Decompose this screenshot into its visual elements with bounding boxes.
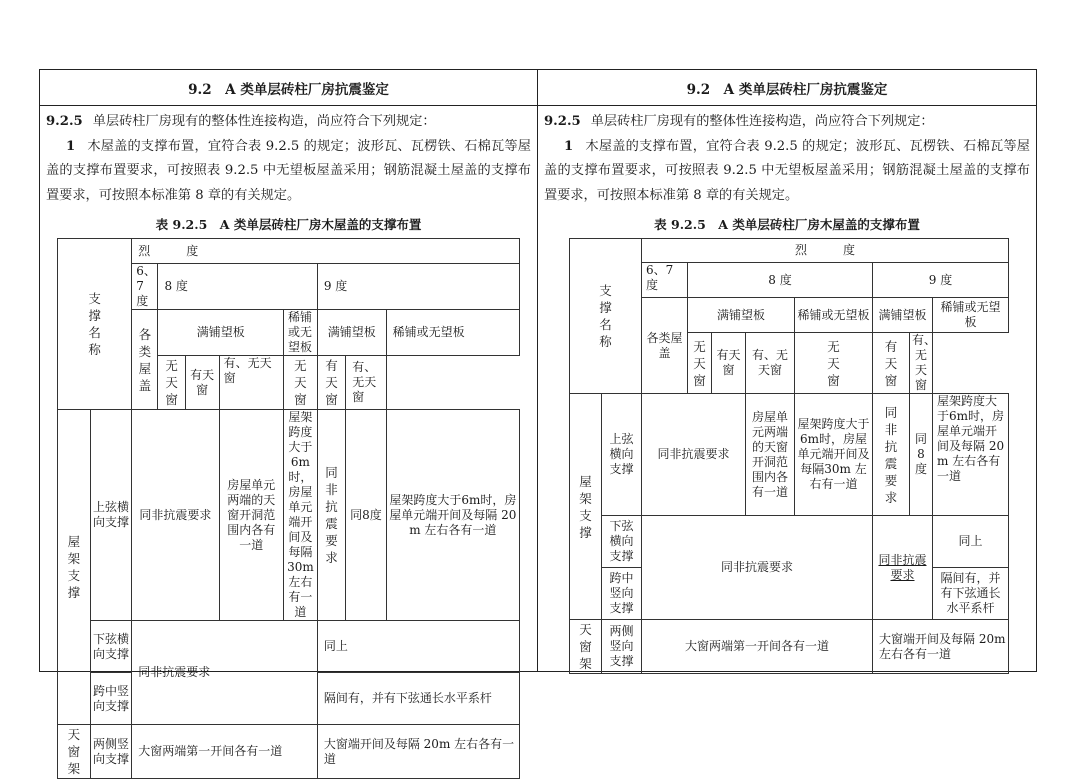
row-lower-chord-bracing: 下弦横向支撑	[90, 621, 132, 673]
group-roof-truss-bracing: 屋架支撑	[58, 410, 91, 725]
upper-chord-6-7-8-full: 同非抗震要求	[642, 394, 746, 516]
group-skylight-frame: 天窗架	[58, 725, 91, 779]
item-paragraph	[46, 135, 531, 209]
row-side-vertical-bracing: 两侧竖向支撑	[90, 725, 132, 779]
header-intensity: 烈 度	[132, 239, 520, 264]
header-6-7-degree: 6、7度	[642, 263, 688, 298]
row-side-vertical-bracing: 两侧竖向支撑	[602, 620, 642, 674]
midspan-9: 隔间有，并有下弦通长水平系杆	[317, 673, 519, 725]
header-9-degree: 9 度	[873, 263, 1009, 298]
header-8-sparse-board: 稀铺或无望板	[284, 310, 318, 356]
bracing-table	[57, 238, 520, 779]
upper-chord-8-sparse: 屋架跨度大于6m时，房屋单元端开间及每隔30m 左右有一道	[795, 394, 873, 516]
lower-chord-9: 同上	[317, 621, 519, 673]
header-9-full-board: 满铺望板	[873, 298, 933, 333]
group-skylight-frame: 天窗架	[570, 620, 602, 674]
header-8-full-board: 满铺望板	[688, 298, 795, 333]
row-upper-chord-bracing: 上弦横向支撑	[90, 410, 132, 621]
header-8-with-or-without-skylight: 有、无天窗	[746, 333, 795, 394]
header-9-degree: 9 度	[317, 264, 519, 310]
header-8-degree: 8 度	[688, 263, 873, 298]
upper-chord-9-no-skylight: 同非抗震要求	[873, 394, 910, 516]
header-9-sparse-board: 稀铺或无望板	[933, 298, 1009, 333]
clause-paragraph	[46, 110, 531, 135]
row-midspan-vertical-bracing: 跨中竖向支撑	[90, 673, 132, 725]
header-8-full-board: 满铺望板	[158, 310, 284, 356]
document-page	[39, 69, 1037, 776]
header-8-sparse-board: 稀铺或无望板	[795, 298, 873, 333]
group-roof-truss-bracing: 屋架支撑	[570, 394, 602, 620]
midspan-9-sparse: 隔间有，并有下弦通长水平系杆	[933, 568, 1009, 620]
table-caption: 表 9.2.5 A 类单层砖柱厂房木屋盖的支撑布置	[654, 217, 920, 232]
lower-chord-9-sparse: 同上	[933, 516, 1009, 568]
clause-number: 9.2.5	[46, 114, 83, 129]
lower-midspan-6-7-8: 同非抗震要求	[642, 516, 873, 620]
header-9-no-skylight: 无天窗	[284, 356, 318, 410]
upper-chord-9-with-skylight: 同8度	[910, 394, 933, 516]
header-9-with-or-without-skylight: 有、无天窗	[346, 356, 386, 410]
upper-chord-6-7-8-full: 同非抗震要求	[132, 410, 219, 621]
skylight-9: 大窗端开间及每隔 20m 左右各有一道	[317, 725, 519, 779]
item-number: 1	[66, 138, 76, 154]
header-roof-types: 各类屋盖	[642, 298, 688, 394]
upper-chord-8-sparse: 屋架跨度大于6m时，房屋单元端开间及每隔30m 左右有一道	[284, 410, 318, 621]
header-6-7-degree: 6、7度	[132, 264, 158, 310]
header-9-with-or-without-skylight: 有、无天窗	[910, 333, 933, 394]
table-caption: 表 9.2.5 A 类单层砖柱厂房木屋盖的支撑布置	[155, 217, 422, 232]
section-title: 9.2 A 类单层砖柱厂房抗震鉴定	[538, 70, 1036, 106]
header-support-name: 支撑名称	[58, 239, 132, 410]
header-8-with-skylight: 有天窗	[712, 333, 746, 394]
upper-chord-9-no-skylight: 同非抗震要求	[317, 410, 345, 621]
item-number: 1	[564, 138, 574, 154]
left-column	[40, 70, 538, 776]
header-8-with-skylight: 有天窗	[185, 356, 219, 410]
item-paragraph	[544, 135, 1030, 209]
clause-intro: 单层砖柱厂房现有的整体性连接构造，尚应符合下列规定：	[92, 114, 436, 129]
section-title: 9.2 A 类单层砖柱厂房抗震鉴定	[40, 70, 537, 106]
header-8-degree: 8 度	[158, 264, 317, 310]
upper-chord-9-sparse: 屋架跨度大于6m时，房屋单元端开间及每隔 20m 左右各有一道	[933, 394, 1009, 516]
row-midspan-vertical-bracing: 跨中竖向支撑	[602, 568, 642, 620]
header-8-with-or-without-skylight: 有、无天窗	[219, 356, 283, 410]
skylight-9: 大窗端开间及每隔 20m 左右各有一道	[873, 620, 1009, 674]
clause-number: 9.2.5	[544, 114, 581, 129]
clause-intro: 单层砖柱厂房现有的整体性连接构造，尚应符合下列规定：	[590, 114, 934, 129]
header-8-no-skylight: 无天窗	[158, 356, 185, 410]
header-9-full-board: 满铺望板	[317, 310, 386, 356]
header-9-with-skylight: 有天窗	[317, 356, 345, 410]
upper-chord-8-skylight: 房屋单元两端的天窗开洞范围内各有一道	[219, 410, 283, 621]
header-9-with-skylight: 有天窗	[873, 333, 910, 394]
header-9-sparse-board: 稀铺或无望板	[386, 310, 519, 356]
upper-chord-9-with-skylight: 同8度	[346, 410, 386, 621]
item-text: 木屋盖的支撑布置，宜符合表 9.2.5 的规定；波形瓦、瓦楞铁、石棉瓦等屋盖的支撑布置要求，可按照表 9.2.5 中无望板屋盖采用；钢筋混凝土屋盖的支撑布置要求，可按照本标准第 8 章的有关规定。	[544, 138, 1030, 203]
item-text: 木屋盖的支撑布置，宜符合表 9.2.5 的规定；波形瓦、瓦楞铁、石棉瓦等屋盖的支撑布置要求，可按照表 9.2.5 中无望板屋盖采用；钢筋混凝土屋盖的支撑布置要求，可按照本标准第 8 章的有关规定。	[46, 138, 531, 203]
lower-midspan-6-7-8: 同非抗震要求	[132, 621, 318, 725]
header-support-name: 支撑名称	[570, 239, 642, 394]
header-intensity: 烈 度	[642, 239, 1009, 263]
clause-paragraph	[544, 110, 1030, 135]
upper-chord-8-skylight: 房屋单元两端的天窗开洞范围内各有一道	[746, 394, 795, 516]
header-8-no-skylight: 无天窗	[688, 333, 712, 394]
upper-chord-9-sparse: 屋架跨度大于6m时，房屋单元端开间及每隔 20m 左右各有一道	[386, 410, 519, 621]
right-column	[538, 70, 1036, 671]
header-9-no-skylight: 无天窗	[795, 333, 873, 394]
row-lower-chord-bracing: 下弦横向支撑	[602, 516, 642, 568]
skylight-6-7-8: 大窗两端第一开间各有一道	[132, 725, 318, 779]
skylight-6-7-8: 大窗两端第一开间各有一道	[642, 620, 873, 674]
header-roof-types: 各类屋盖	[132, 310, 158, 410]
row-upper-chord-bracing: 上弦横向支撑	[602, 394, 642, 516]
bracing-table	[569, 238, 1009, 674]
lower-midspan-9-full: 同非抗震要求	[873, 516, 933, 620]
